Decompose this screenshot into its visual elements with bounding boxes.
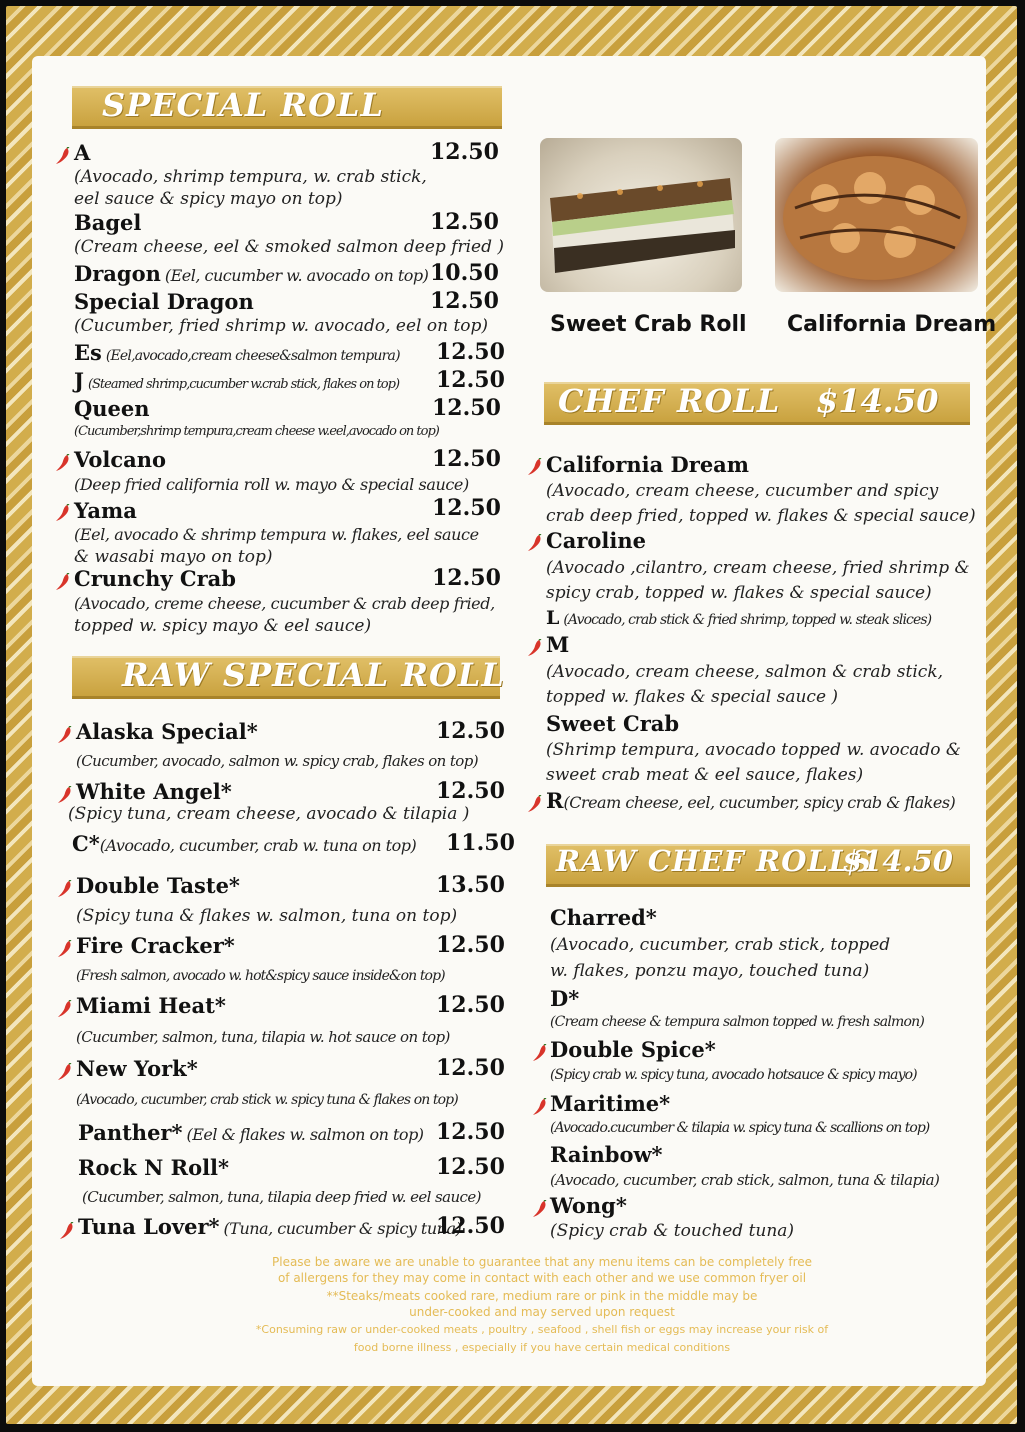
- spicy-pepper-icon: [532, 1098, 548, 1116]
- california-dream-photo: [775, 138, 978, 292]
- menu-item-description: (Avocado, cucumber, crab stick w. spicy tuna & flakes on top): [76, 1092, 458, 1108]
- menu-item-price: 12.50: [432, 446, 501, 472]
- menu-item-name: California Dream: [546, 452, 750, 477]
- menu-item-name: Es: [74, 340, 102, 365]
- menu-item-price: 12.50: [436, 1213, 505, 1239]
- menu-border: [6, 6, 1017, 1424]
- menu-item-name: Dragon: [74, 261, 161, 286]
- menu-item-description: (Eel,avocado,cream cheese&salmon tempura): [105, 348, 400, 364]
- menu-item-price: 10.50: [430, 260, 499, 286]
- menu-item-price: 12.50: [432, 565, 501, 591]
- spicy-pepper-icon: [55, 454, 71, 472]
- menu-item-price: 12.50: [432, 395, 501, 421]
- menu-item-name: R: [546, 788, 564, 813]
- menu-item-name: Charred*: [550, 905, 657, 930]
- menu-item-description: (Cucumber, avocado, salmon w. spicy crab, flakes on top): [76, 752, 478, 770]
- sushi-roll-image: [540, 138, 742, 292]
- menu-item-description: (Cucumber,shrimp tempura,cream cheese w.eel,avocado on top): [74, 424, 439, 439]
- spicy-pepper-icon: [57, 1000, 73, 1018]
- menu-item-description: & wasabi mayo on top): [74, 547, 273, 567]
- menu-item-name: Bagel: [74, 210, 142, 235]
- special-roll-title: SPECIAL ROLL: [102, 86, 384, 124]
- menu-item-price: 12.50: [430, 139, 499, 165]
- menu-item-description: topped w. spicy mayo & eel sauce): [74, 616, 372, 636]
- menu-item-description: (Cream cheese & tempura salmon topped w. fresh salmon): [550, 1014, 925, 1030]
- spicy-pepper-icon: [532, 1200, 548, 1218]
- menu-item-description: (Fresh salmon, avocado w. hot&spicy sauce inside&on top): [76, 968, 445, 984]
- menu-item-description: topped w. flakes & special sauce ): [546, 687, 839, 707]
- spicy-pepper-icon: [532, 1044, 548, 1062]
- menu-item-price: 12.50: [430, 288, 499, 314]
- sushi-roll-image: [775, 138, 978, 292]
- notice-line: of allergens for they may come in contact with each other and we use common fryer oil: [277, 1271, 807, 1285]
- menu-item-line: [546, 607, 931, 629]
- menu-item-name: Wong*: [550, 1193, 627, 1218]
- menu-item-description: crab deep fried, topped w. flakes & special sauce): [546, 506, 976, 526]
- menu-item-name: White Angel*: [76, 779, 232, 804]
- menu-item-description: (Avocado, cucumber, crab w. tuna on top): [99, 836, 417, 855]
- menu-item-description: (Avocado, cream cheese, cucumber and spicy: [546, 481, 939, 501]
- menu-item-name: Double Spice*: [550, 1037, 716, 1062]
- photo-caption: Sweet Crab Roll: [550, 312, 747, 337]
- raw-special-roll-banner: [72, 656, 505, 699]
- menu-item-line: [74, 340, 400, 365]
- menu-item-description: (Avocado, cream cheese, salmon & crab stick,: [546, 662, 944, 682]
- menu-item-line: [78, 1214, 461, 1239]
- menu-item-description: w. flakes, ponzu mayo, touched tuna): [550, 961, 870, 981]
- menu-item-description: (Avocado ,cilantro, cream cheese, fried shrimp &: [546, 558, 970, 578]
- raw-special-roll-title: RAW SPECIAL ROLL: [122, 656, 505, 694]
- notice-line: Please be aware we are unable to guarantee that any menu items can be completely free: [272, 1255, 812, 1269]
- menu-item-line: [74, 261, 428, 286]
- menu-item-description: (Avocado, cucumber, crab stick, topped: [550, 935, 891, 955]
- special-roll-banner: [72, 86, 502, 129]
- menu-item-description: (Deep fried california roll w. mayo & special sauce): [74, 475, 469, 494]
- menu-item-price: 12.50: [436, 992, 505, 1018]
- menu-item-description: (Spicy crab w. spicy tuna, avocado hotsauce & spicy mayo): [550, 1067, 917, 1083]
- chef-roll-title: CHEF ROLL: [558, 382, 781, 420]
- menu-item-price: 12.50: [436, 718, 505, 744]
- spicy-pepper-icon: [527, 639, 543, 657]
- menu-item-description: (Cream cheese, eel & smoked salmon deep fried ): [74, 237, 505, 257]
- menu-item-name: A: [74, 140, 91, 165]
- raw-chef-rolls-title: RAW CHEF ROLLS: [556, 844, 873, 878]
- photo-caption: California Dream: [787, 312, 997, 337]
- menu-item-description: (Eel, cucumber w. avocado on top): [164, 266, 429, 285]
- spicy-pepper-icon: [527, 795, 543, 813]
- raw-chef-rolls-banner: [546, 844, 970, 887]
- spicy-pepper-icon: [57, 726, 73, 744]
- spicy-pepper-icon: [55, 147, 71, 165]
- menu-item-name: Maritime*: [550, 1091, 671, 1116]
- menu-panel: [32, 56, 997, 1386]
- chef-roll-price: $14.50: [816, 382, 939, 420]
- menu-item-description: (Spicy tuna & flakes w. salmon, tuna on top): [76, 906, 458, 926]
- spicy-pepper-icon: [57, 940, 73, 958]
- spicy-pepper-icon: [55, 504, 71, 522]
- menu-item-name: D*: [550, 986, 580, 1011]
- spicy-pepper-icon: [527, 458, 543, 476]
- menu-item-description: eel sauce & spicy mayo on top): [74, 189, 343, 209]
- menu-item-line: [72, 831, 416, 856]
- menu-item-name: Miami Heat*: [76, 993, 226, 1018]
- notice-line: *Consuming raw or under-cooked meats , poultry , seafood , shell fish or eggs may increase your risk of: [255, 1323, 829, 1336]
- menu-item-name: J: [74, 368, 84, 393]
- menu-item-name: Queen: [74, 396, 150, 421]
- menu-item-price: 13.50: [436, 872, 505, 898]
- notice-line: **Steaks/meats cooked rare, medium rare or pink in the middle may be: [326, 1289, 758, 1303]
- menu-item-description: sweet crab meat & eel sauce, flakes): [546, 765, 864, 785]
- menu-item-name: Special Dragon: [74, 289, 254, 314]
- menu-item-description: (Spicy crab & touched tuna): [550, 1221, 795, 1241]
- menu-item-name: Caroline: [546, 528, 646, 553]
- spicy-pepper-icon: [527, 534, 543, 552]
- menu-item-price: 12.50: [436, 1119, 505, 1145]
- menu-item-description: (Avocado, shrimp tempura, w. crab stick,: [74, 167, 427, 187]
- spicy-pepper-icon: [57, 1063, 73, 1081]
- spicy-pepper-icon: [55, 573, 71, 591]
- menu-item-description: (Avocado, crab stick & fried shrimp, topped w. steak slices): [563, 612, 932, 628]
- menu-item-price: 12.50: [436, 932, 505, 958]
- menu-item-line: [74, 368, 399, 393]
- sweet-crab-roll-photo: [540, 138, 742, 292]
- menu-item-name: Volcano: [74, 447, 167, 472]
- menu-item-description: (Cucumber, salmon, tuna, tilapia w. hot sauce on top): [76, 1028, 450, 1046]
- menu-item-description: (Cucumber, fried shrimp w. avocado, eel on top): [74, 316, 489, 336]
- menu-item-name: New York*: [76, 1056, 198, 1081]
- spicy-pepper-icon: [57, 786, 73, 804]
- raw-chef-rolls-price: $14.50: [842, 844, 953, 878]
- menu-item-name: C*: [72, 831, 100, 856]
- menu-item-name: Double Taste*: [76, 873, 240, 898]
- menu-item-name: Crunchy Crab: [74, 566, 236, 591]
- menu-item-price: 12.50: [436, 367, 505, 393]
- menu-item-line: [546, 788, 955, 813]
- menu-item-description: (Avocado, cucumber, crab stick, salmon, tuna & tilapia): [550, 1171, 940, 1189]
- menu-item-price: 12.50: [436, 1154, 505, 1180]
- menu-item-name: Panther*: [78, 1120, 183, 1145]
- menu-item-name: Rainbow*: [550, 1142, 663, 1167]
- menu-item-description: (Eel & flakes w. salmon on top): [186, 1125, 424, 1144]
- menu-item-price: 12.50: [436, 1055, 505, 1081]
- menu-item-price: 12.50: [430, 209, 499, 235]
- notice-line: food borne illness , especially if you have certain medical conditions: [353, 1341, 731, 1354]
- menu-item-description: (Avocado, creme cheese, cucumber & crab deep fried,: [74, 594, 495, 613]
- menu-item-name: Fire Cracker*: [76, 933, 235, 958]
- menu-item-price: 12.50: [432, 495, 501, 521]
- menu-item-description: (Spicy tuna, cream cheese, avocado & tilapia ): [68, 804, 470, 824]
- menu-item-name: M: [546, 632, 570, 657]
- menu-item-description: (Avocado.cucumber & tilapia w. spicy tuna & scallions on top): [550, 1120, 930, 1136]
- notice-line: under-cooked and may served upon request: [409, 1305, 675, 1319]
- menu-item-description: (Steamed shrimp,cucumber w.crab stick, flakes on top): [87, 377, 400, 392]
- spicy-pepper-icon: [57, 880, 73, 898]
- menu-item-name: Sweet Crab: [546, 711, 680, 736]
- menu-item-description: (Cucumber, salmon, tuna, tilapia deep fried w. eel sauce): [82, 1188, 481, 1206]
- menu-item-description: (Eel, avocado & shrimp tempura w. flakes, eel sauce: [74, 525, 479, 544]
- menu-item-name: Yama: [74, 498, 137, 523]
- menu-item-description: (Tuna, cucumber & spicy tuna): [223, 1219, 462, 1238]
- menu-item-name: Alaska Special*: [76, 719, 258, 744]
- menu-item-description: (Cream cheese, eel, cucumber, spicy crab & flakes): [563, 793, 956, 812]
- menu-item-name: L: [546, 607, 560, 629]
- menu-item-price: 12.50: [436, 339, 505, 365]
- menu-item-price: 12.50: [436, 778, 505, 804]
- chef-roll-banner: [544, 382, 970, 425]
- menu-item-name: Tuna Lover*: [78, 1214, 220, 1239]
- spicy-pepper-icon: [59, 1222, 75, 1240]
- menu-item-price: 11.50: [446, 830, 515, 856]
- menu-item-description: spicy crab, topped w. flakes & special sauce): [546, 583, 932, 603]
- menu-item-line: [78, 1120, 424, 1145]
- menu-item-description: (Shrimp tempura, avocado topped w. avocado &: [546, 740, 962, 760]
- menu-item-name: Rock N Roll*: [78, 1155, 230, 1180]
